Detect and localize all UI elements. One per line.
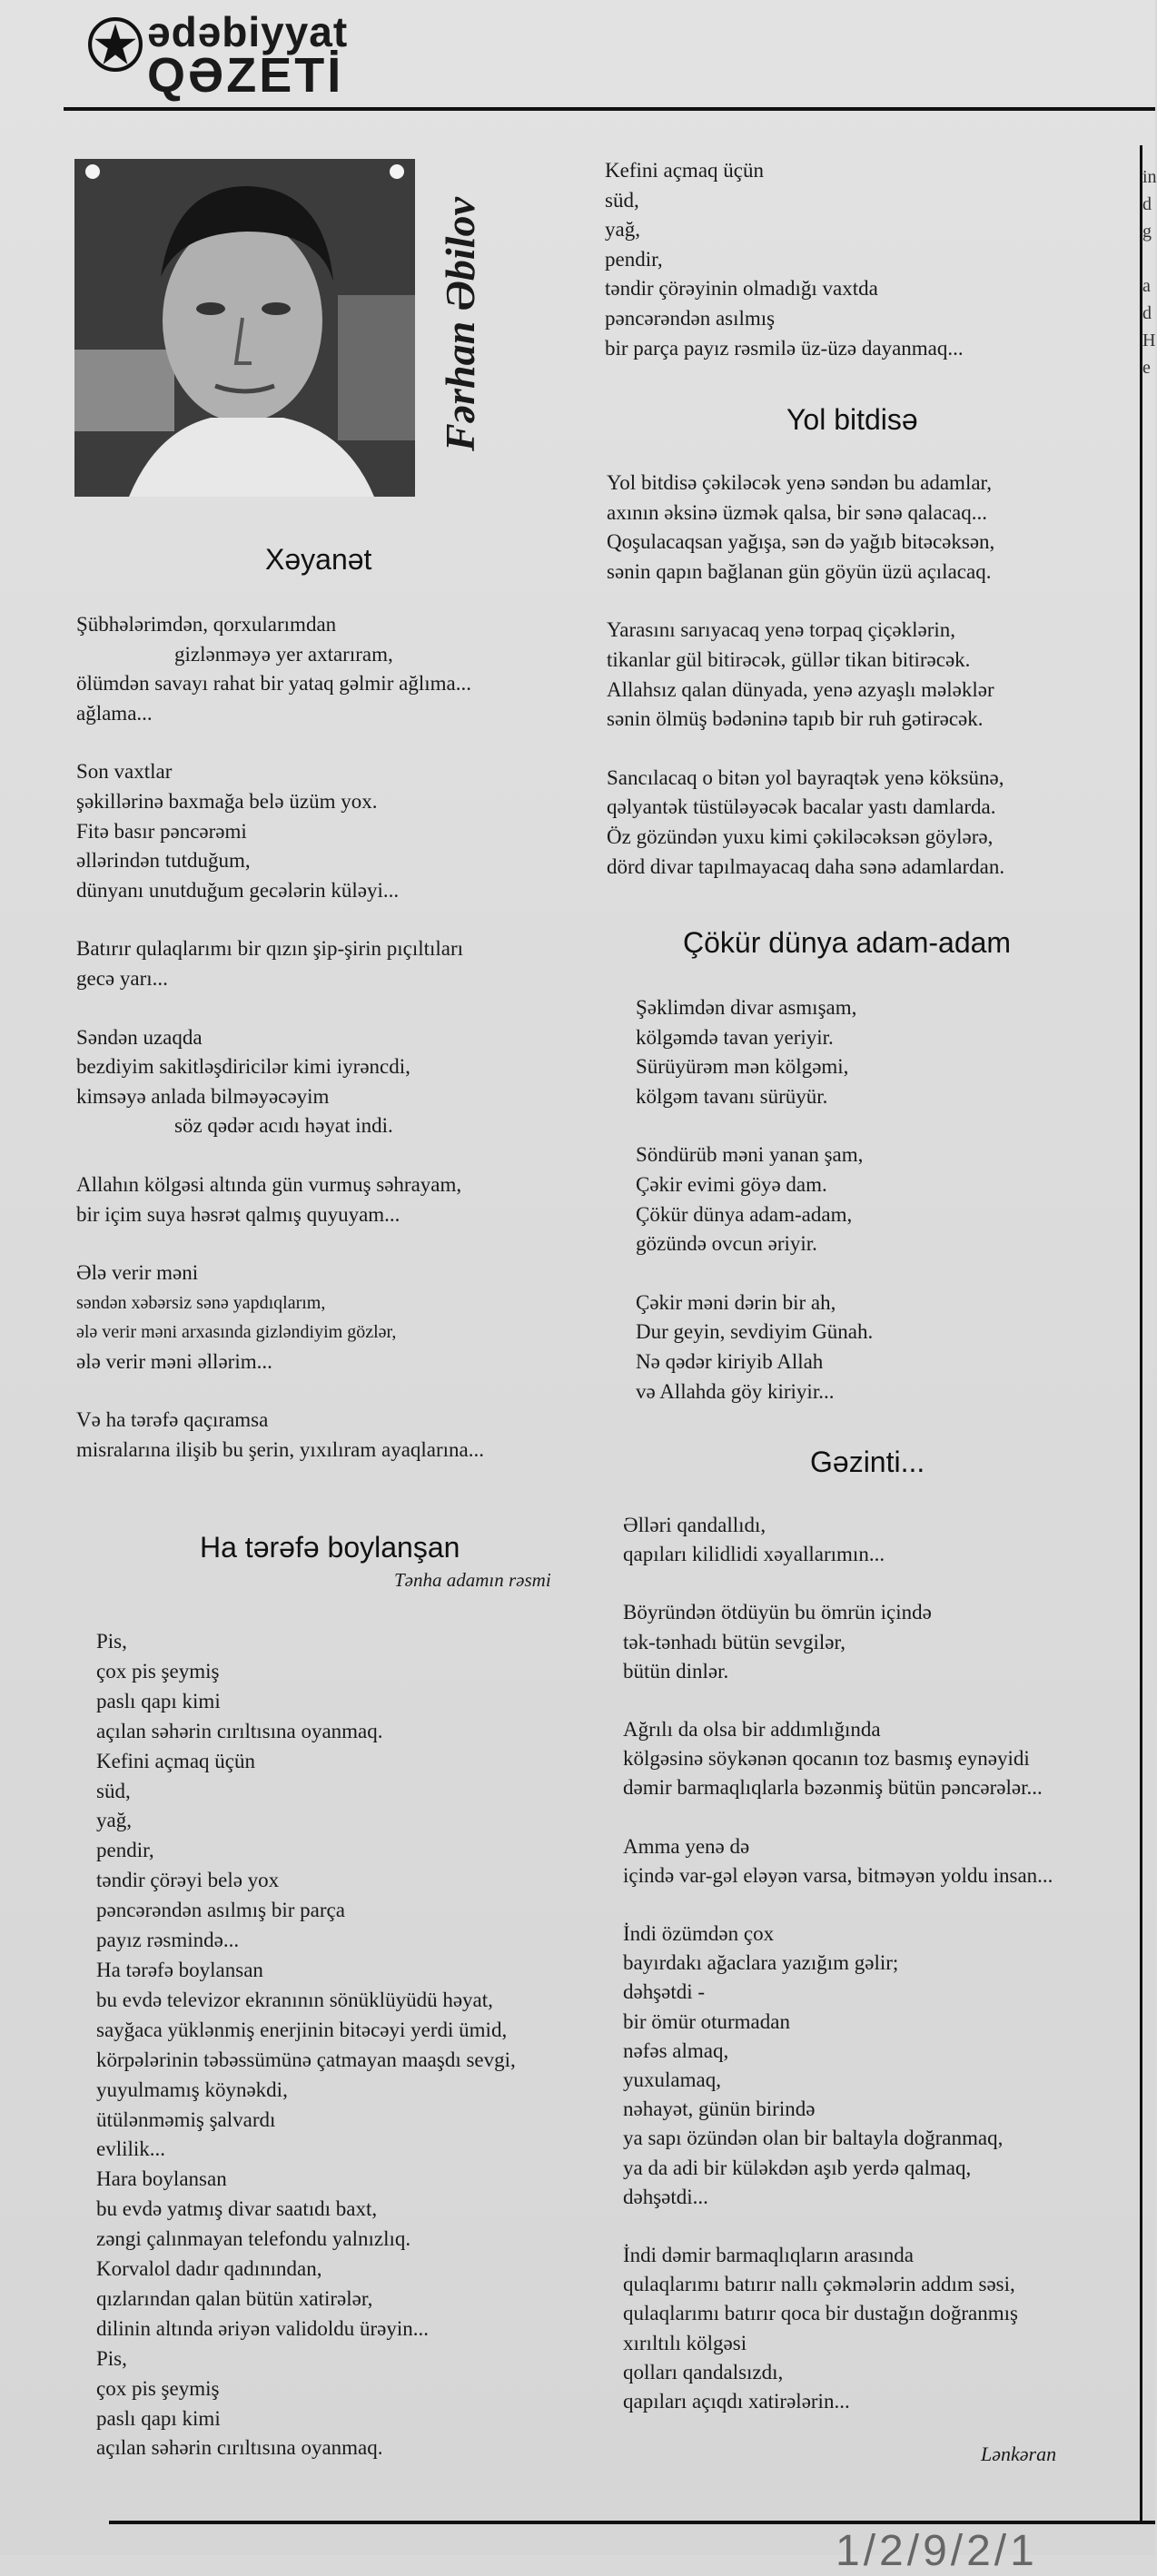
verse-line: Ha tərəfə boylansan <box>96 1958 263 1981</box>
author-name: Fərhan Əbilov <box>437 197 483 451</box>
verse-line: bütün dinlər. <box>623 1659 729 1683</box>
verse-line: Kefini açmaq üçün <box>605 159 764 182</box>
verse-line: gözündə ovcun əriyir. <box>636 1232 817 1256</box>
top-rule <box>64 107 1155 111</box>
star-icon <box>87 16 143 73</box>
verse-line: Ələ verir məni <box>76 1261 199 1285</box>
verse-line: körpələrinin təbəssümünə çatmayan maaşdı sevgi, <box>96 2048 516 2071</box>
verse-line: içində var-gəl eləyən varsa, bitməyən yoldu insan... <box>623 1863 1053 1887</box>
verse-line: Sürüyürəm mən kölgəmi, <box>636 1055 849 1079</box>
verse-line: əllərindən tutduğum, <box>76 849 251 873</box>
verse-line: kimsəyə anlada bilməyəcəyim <box>76 1084 330 1108</box>
verse-line: qəlyantək tüstüləyəcək bacalar yastı damlarda. <box>607 795 996 819</box>
verse-line: Söndürüb məni yanan şam, <box>636 1143 864 1167</box>
verse-line: Ağrılı da olsa bir addımlığında <box>623 1718 881 1742</box>
verse-line: açılan səhərin cırıltısına oyanmaq. <box>96 1719 383 1742</box>
verse-line: tikanlar gül bitirəcək, güllər tikan bitirəcək. <box>607 647 971 671</box>
verse-line: tək-tənhadı bütün sevgilər, <box>623 1630 846 1653</box>
verse-line: ələ verir məni əllərim... <box>76 1349 272 1373</box>
verse-line: qulaqlarımı batırır nallı çəkmələrin addım səsi, <box>623 2273 1015 2296</box>
verse-line: Səndən uzaqda <box>76 1025 203 1049</box>
verse-line: qızlarından qalan bütün xatirələr, <box>96 2286 373 2310</box>
verse-line: çox pis şeymiş <box>96 1659 220 1683</box>
verse-line: evlilik... <box>96 2137 166 2161</box>
verse-line: ya da adi bir küləkdən aşıb yerdə qalmaq, <box>623 2156 972 2179</box>
stanza <box>623 1832 1141 1890</box>
verse-line: kölgəmdə tavan yeriyir. <box>636 1025 834 1049</box>
verse-line: Nə qədər kiriyib Allah <box>636 1349 824 1373</box>
verse-line: Son vaxtlar <box>76 760 173 784</box>
verse-line: Allahsız qalan dünyada, yenə azyaşlı mələklər <box>607 677 994 701</box>
verse-line: Yarasını sarıyacaq yenə torpaq çiçəklərin, <box>607 618 956 642</box>
verse-line: Pis, <box>96 1630 127 1653</box>
verse-line: pendir, <box>96 1839 154 1862</box>
verse-line: ağlama... <box>76 701 153 725</box>
poem-title-gezinti: Gəzinti... <box>810 1446 925 1478</box>
verse-line: sayğaca yüklənmiş enerjinin bitəcəyi yerdi ümid, <box>96 2018 508 2041</box>
verse-line: Və ha tərəfə qaçıramsa <box>76 1408 269 1432</box>
stanza <box>76 610 585 728</box>
verse-line: şəkillərinə baxmağa belə üzüm yox. <box>76 789 378 813</box>
stanza <box>636 993 1126 1111</box>
verse-line: Fitə basır pəncərəmi <box>76 819 247 843</box>
verse-line: Çəkir məni dərin bir ah, <box>636 1290 836 1314</box>
verse-line: İndi özümdən çox <box>623 1922 775 1946</box>
verse-line: təndir çörəyinin olmadığı vaxtda <box>605 277 878 301</box>
verse-line: qapıları kilidlidi xəyallarımın... <box>623 1543 885 1566</box>
verse-line: süd, <box>605 188 639 212</box>
stanza <box>607 616 1133 734</box>
verse-line: səndən xəbərsiz sənə yapdıqlarım, <box>76 1292 326 1313</box>
poem-title-xeyanet: Xəyanət <box>265 543 372 576</box>
verse-line: Şübhələrimdən, qorxularımdan <box>76 613 337 636</box>
stanza <box>76 757 585 905</box>
verse-line: ya sapı özündən olan bir baltayla doğranmaq, <box>623 2127 1004 2150</box>
poem-xeyanet <box>76 610 585 1495</box>
verse-line: qulaqlarımı batırır qoca bir dustağın doğranmış <box>623 2302 1018 2325</box>
verse-line: kölgəsinə söykənən qocanın toz basmış eynəyidi <box>623 1747 1030 1771</box>
verse-line: ütülənməmiş şalvardı <box>96 2107 276 2131</box>
verse-line: misralarına ilişib bu şerin, yıxılıram ayaqlarına... <box>76 1438 485 1462</box>
verse-line: Yol bitdisə çəkiləcək yenə səndən bu adamlar, <box>607 471 993 494</box>
verse-line: Amma yenə də <box>623 1834 750 1858</box>
verse-line: axının əksinə üzmək qalsa, bir sənə qalacaq... <box>607 500 987 524</box>
poem-yol-bitdise <box>607 469 1133 911</box>
verse-line: zəngi çalınmayan telefondu yalnızlıq. <box>96 2227 411 2251</box>
stanza <box>76 1170 585 1229</box>
verse-line: sənin ölmüş bədəninə tapıb bir ruh gətirəcək. <box>607 707 984 731</box>
verse-line: təndir çörəyi belə yox <box>96 1869 280 1892</box>
verse-line: pəncərəndən asılmış <box>605 306 776 330</box>
verse-line: gecə yarı... <box>76 966 168 990</box>
verse-line: Dur geyin, sevdiyim Günah. <box>636 1320 874 1344</box>
verse-line: bayırdakı ağaclara yazığım gəlir; <box>623 1951 899 1975</box>
place-signature: Lənkəran <box>981 2443 1057 2465</box>
verse-line: yağ, <box>605 218 640 242</box>
stanza <box>623 1511 1141 1569</box>
stanza <box>607 764 1133 882</box>
verse-line: kölgəm tavanı sürüyür. <box>636 1084 828 1108</box>
masthead-top: ədəbiyyat <box>147 8 349 55</box>
verse-line: Allahın kölgəsi altında gün vurmuş səhrayam, <box>76 1172 462 1196</box>
masthead <box>87 7 378 103</box>
stanza <box>623 2241 1141 2416</box>
adjacent-column-fragment: in d g a d H e <box>1142 167 1157 378</box>
poem-cokur-dunya <box>636 993 1126 1436</box>
verse-line: ölümdən savayı rahat bir yataq gəlmir ağlıma... <box>76 672 471 696</box>
bottom-rule <box>109 2521 1155 2524</box>
poem-title-ha-terefe: Ha tərəfə boylanşan <box>200 1531 460 1564</box>
verse-line: bu evdə yatmış divar saatıdı baxt, <box>96 2197 378 2221</box>
verse-line: Sancılacaq o bitən yol bayraqtək yenə köksünə, <box>607 765 1004 789</box>
verse-line: bir içim suya həsrət qalmış quyuyam... <box>76 1202 400 1226</box>
verse-line: nəfəs almaq, <box>623 2038 729 2062</box>
verse-line: nəhayət, günün birində <box>623 2097 816 2121</box>
poem-gezinti <box>623 1511 1141 2445</box>
verse-line: yuyulmamış köynəkdi, <box>96 2078 288 2101</box>
verse-line: süd, <box>96 1779 131 1802</box>
verse-line: bir parça payız rəsmilə üz-üzə dayanmaq... <box>605 336 964 360</box>
verse-line: pəncərəndən asılmış bir parça <box>96 1899 345 1922</box>
verse-line: bir ömür oturmadan <box>623 2009 790 2033</box>
verse-line: qolları qandalsızdı, <box>623 2360 784 2384</box>
verse-line: payız rəsmində... <box>96 1929 240 1952</box>
verse-line: Qoşulacaqsan yağışa, sən də yağıb bitəcəksən, <box>607 530 995 554</box>
stanza <box>76 1406 585 1465</box>
verse-line: bu evdə televizor ekranının sönüklüyüdü həyat, <box>96 1988 493 2011</box>
masthead-bottom: QƏZETİ <box>147 48 344 103</box>
verse-line: söz qədər acıdı həyat indi. <box>174 1114 393 1138</box>
stanza <box>76 1258 585 1377</box>
poem-title-cokur-dunya: Çökür dünya adam-adam <box>683 926 1012 959</box>
verse-line: yağ, <box>96 1809 132 1832</box>
verse-line: çox pis şeymiş <box>96 2376 220 2400</box>
verse-line: dilinin altında əriyən validoldu ürəyin... <box>96 2316 430 2340</box>
verse-line: və Allahda göy kiriyir... <box>636 1379 835 1403</box>
stanza <box>76 934 585 993</box>
verse-line: Çökür dünya adam-adam, <box>636 1202 853 1226</box>
verse-line: Kefini açmaq üçün <box>96 1749 255 1772</box>
poem-ha-terefe-continued <box>605 156 1113 363</box>
verse-line: sənin qapın bağlanan gün göyün üzü açılacaq. <box>607 559 992 583</box>
verse-line: Pis, <box>96 2346 127 2370</box>
stanza <box>623 1598 1141 1686</box>
stanza <box>607 469 1133 587</box>
verse-line: Korvalol dadır qadınından, <box>96 2257 322 2281</box>
verse-line: dörd divar tapılmayacaq daha sənə adamlardan. <box>607 854 1005 878</box>
poem-ha-terefe <box>96 1627 605 2463</box>
verse-line: Batırır qulaqlarımı bir qızın şip-şirin pıçıltıları <box>76 937 464 961</box>
author-photo <box>74 159 415 497</box>
verse-line: Böyründən ötdüyün bu ömrün içində <box>623 1601 932 1624</box>
stanza <box>76 1023 585 1141</box>
stanza <box>623 1715 1141 1803</box>
archive-stamp: 1/2/9/2/1 <box>836 2527 1038 2575</box>
verse-line: paslı qapı kimi <box>96 1689 221 1712</box>
verse-line: dəmir barmaqlıqlarla bəzənmiş bütün pəncərələr... <box>623 1776 1043 1800</box>
verse-line: yuxulamaq, <box>623 2068 721 2092</box>
verse-line: pendir, <box>605 247 663 271</box>
verse-line: dünyanı unutduğum gecələrin küləyi... <box>76 878 400 902</box>
stanza <box>623 1920 1141 2212</box>
verse-line: xırıltılı kölgəsi <box>623 2331 747 2354</box>
verse-line: ələ verir məni arxasında gizləndiyim gözlər, <box>76 1322 397 1343</box>
verse-line: İndi dəmir barmaqlıqların arasında <box>623 2244 914 2267</box>
verse-line: dəhşətdi - <box>623 1980 706 2004</box>
verse-line: gizlənməyə yer axtarıram, <box>174 642 393 666</box>
verse-line: açılan səhərin cırıltısına oyanmaq. <box>96 2436 383 2460</box>
poem-subtitle: Tənha adamın rəsmi <box>394 1569 551 1591</box>
verse-line: bezdiyim sakitləşdiricilər kimi iyrəncdi, <box>76 1055 410 1079</box>
verse-line: Çəkir evimi göyə dam. <box>636 1172 827 1196</box>
verse-line: dəhşətdi... <box>623 2185 708 2208</box>
verse-line: Öz gözündən yuxu kimi çəkiləcəksən göylərə, <box>607 824 994 848</box>
verse-line: Əlləri qandallıdı, <box>623 1514 766 1536</box>
stanza <box>636 1140 1126 1258</box>
verse-line: qapıları açıqdı xatirələrin... <box>623 2390 850 2413</box>
stanza <box>636 1288 1126 1406</box>
poem-title-yol-bitdise: Yol bitdisə <box>786 403 918 436</box>
verse-line: Hara boylansan <box>96 2167 227 2191</box>
verse-line: Şəklimdən divar asmışam, <box>636 996 857 1019</box>
verse-line: paslı qapı kimi <box>96 2406 221 2430</box>
